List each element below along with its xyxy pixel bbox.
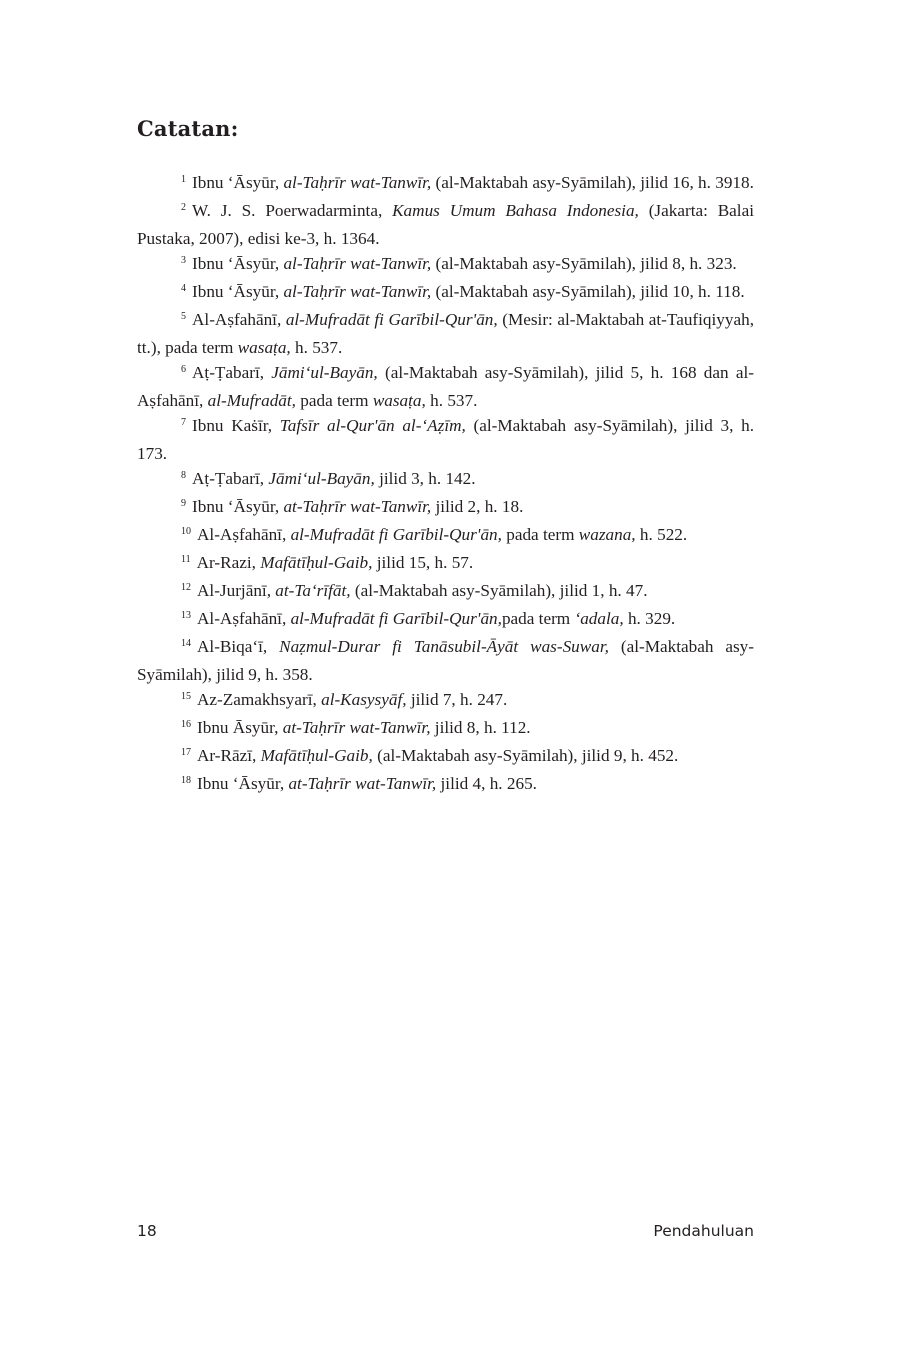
note-text: (Mesir: al-Maktabah at-Taufiqiyyah, tt.), pada term — [137, 310, 754, 357]
note-text: Al-Aṣfahānī, — [192, 310, 286, 329]
endnote — [137, 170, 754, 198]
note-title: al-Taḥrīr wat-Tanwīr, — [283, 254, 432, 273]
note-text: (al-Maktabah asy-Syāmilah), jilid 3, h. 173. — [137, 416, 754, 463]
note-text: h. 537. — [290, 338, 343, 357]
note-number: 7 — [181, 417, 186, 428]
endnote — [137, 743, 754, 771]
note-number: 15 — [181, 691, 191, 702]
note-term: wazana, — [578, 525, 636, 544]
endnote — [137, 360, 754, 413]
note-title: at-Taḥrīr wat-Tanwīr, — [282, 718, 431, 737]
note-title: Mafātīḥul-Gaib, — [260, 553, 373, 572]
note-number: 17 — [181, 747, 191, 758]
note-title: al-Mufradāt fi Garībil-Qur'ān, — [285, 310, 498, 329]
note-number: 10 — [181, 526, 191, 537]
note-text: pada term — [295, 391, 373, 410]
note-text: Ibnu ‘Āsyūr, — [192, 254, 284, 273]
note-text: (al-Maktabah asy-Syāmilah), jilid 1, h. 47. — [350, 581, 648, 600]
endnotes-list — [137, 170, 754, 799]
note-term: wasaṭa, — [237, 338, 291, 357]
note-text: (al-Maktabah asy-Syāmilah), jilid 9, h. 358. — [137, 637, 754, 684]
endnote — [137, 198, 754, 251]
endnote — [137, 307, 754, 360]
endnote — [137, 634, 754, 687]
note-number: 1 — [181, 174, 186, 185]
note-title: at-Taḥrīr wat-Tanwīr, — [288, 774, 437, 793]
endnote — [137, 715, 754, 743]
note-text: Al-Jurjānī, — [197, 581, 276, 600]
note-text: jilid 2, h. 18. — [431, 497, 524, 516]
note-number: 8 — [181, 470, 186, 481]
note-number: 4 — [181, 283, 186, 294]
endnote — [137, 687, 754, 715]
endnote — [137, 606, 754, 634]
note-title: Kamus Umum Bahasa Indonesia, — [392, 201, 639, 220]
note-text: Ibnu ‘Āsyūr, — [192, 497, 284, 516]
note-number: 9 — [181, 498, 186, 509]
note-title: at-Ta‘rīfāt, — [275, 581, 351, 600]
note-title: al-Mufradāt fi Garībil-Qur'ān, — [290, 525, 502, 544]
note-number: 11 — [181, 554, 191, 565]
note-title: Mafātīḥul-Gaib, — [260, 746, 373, 765]
note-text: (al-Maktabah asy-Syāmilah), jilid 16, h. 3918. — [431, 173, 754, 192]
note-text: jilid 4, h. 265. — [436, 774, 537, 793]
note-text: (al-Maktabah asy-Syāmilah), jilid 10, h. 118. — [431, 282, 745, 301]
endnote — [137, 550, 754, 578]
note-text: (al-Maktabah asy-Syāmilah), jilid 8, h. 323. — [431, 254, 737, 273]
note-text: W. J. S. Poerwadarminta, — [192, 201, 393, 220]
note-title: al-Mufradāt fi Garībil-Qur'ān, — [290, 609, 502, 628]
note-title: at-Taḥrīr wat-Tanwīr, — [283, 497, 432, 516]
note-text: Al-Aṣfahānī, — [197, 525, 291, 544]
note-text: Aṭ-Ṭabarī, — [192, 363, 272, 382]
note-text: Ar-Rāzī, — [197, 746, 261, 765]
endnote — [137, 279, 754, 307]
endnote — [137, 413, 754, 466]
note-text: Al-Biqa‘ī, — [197, 637, 280, 656]
note-text: jilid 15, h. 57. — [372, 553, 474, 572]
running-title: Pendahuluan — [653, 1222, 754, 1240]
note-title: Jāmi‘ul-Bayān, — [268, 469, 375, 488]
note-text: Al-Aṣfahānī, — [197, 609, 291, 628]
note-title: Naẓmul-Durar fi Tanāsubil-Āyāt was-Suwar, — [279, 637, 609, 656]
endnote — [137, 771, 754, 799]
note-title: al-Mufradāt, — [207, 391, 296, 410]
note-text: (al-Maktabah asy-Syāmilah), jilid 9, h. 452. — [372, 746, 679, 765]
note-text: (Jakarta: Balai Pustaka, 2007), edisi ke-3, h. 1364. — [137, 201, 754, 248]
note-text: Ibnu ‘Āsyūr, — [192, 173, 284, 192]
page-number: 18 — [137, 1222, 157, 1240]
notes-heading: Catatan: — [137, 116, 239, 141]
note-term: wasaṭa, — [372, 391, 426, 410]
note-title: al-Kasysyāf, — [321, 690, 407, 709]
note-number: 6 — [181, 364, 186, 375]
note-text: Ibnu ‘Āsyūr, — [192, 282, 284, 301]
endnote — [137, 494, 754, 522]
note-text: h. 537. — [425, 391, 478, 410]
note-text: jilid 3, h. 142. — [374, 469, 476, 488]
note-text: jilid 7, h. 247. — [406, 690, 508, 709]
note-title: al-Taḥrīr wat-Tanwīr, — [283, 173, 432, 192]
note-text: jilid 8, h. 112. — [430, 718, 531, 737]
endnote — [137, 522, 754, 550]
endnote — [137, 466, 754, 494]
endnote — [137, 578, 754, 606]
note-text: Az-Zamakhsyarī, — [197, 690, 322, 709]
note-number: 16 — [181, 719, 191, 730]
note-text: pada term — [501, 525, 579, 544]
note-text: Ibnu ‘Āsyūr, — [197, 774, 289, 793]
endnote — [137, 251, 754, 279]
note-text: Aṭ-Ṭabarī, — [192, 469, 269, 488]
note-text: (al-Maktabah asy-Syāmilah), jilid 5, h. 168 dan al-Aṣfahānī, — [137, 363, 754, 410]
note-text: h. 329. — [623, 609, 676, 628]
note-term: ‘adala, — [574, 609, 624, 628]
note-number: 18 — [181, 775, 191, 786]
note-text: Ibnu Kaṡīr, — [192, 416, 280, 435]
note-number: 12 — [181, 582, 191, 593]
note-number: 2 — [181, 202, 186, 213]
note-number: 5 — [181, 311, 186, 322]
note-title: Tafsīr al-Qur'ān al-‘Aẓīm, — [279, 416, 466, 435]
note-text: pada term — [501, 609, 575, 628]
note-text: Ibnu Āsyūr, — [197, 718, 283, 737]
note-title: al-Taḥrīr wat-Tanwīr, — [283, 282, 432, 301]
note-number: 14 — [181, 638, 191, 649]
note-title: Jāmi‘ul-Bayān, — [271, 363, 378, 382]
note-number: 13 — [181, 610, 191, 621]
note-text: Ar-Razi, — [196, 553, 261, 572]
note-text: h. 522. — [635, 525, 688, 544]
note-number: 3 — [181, 255, 186, 266]
